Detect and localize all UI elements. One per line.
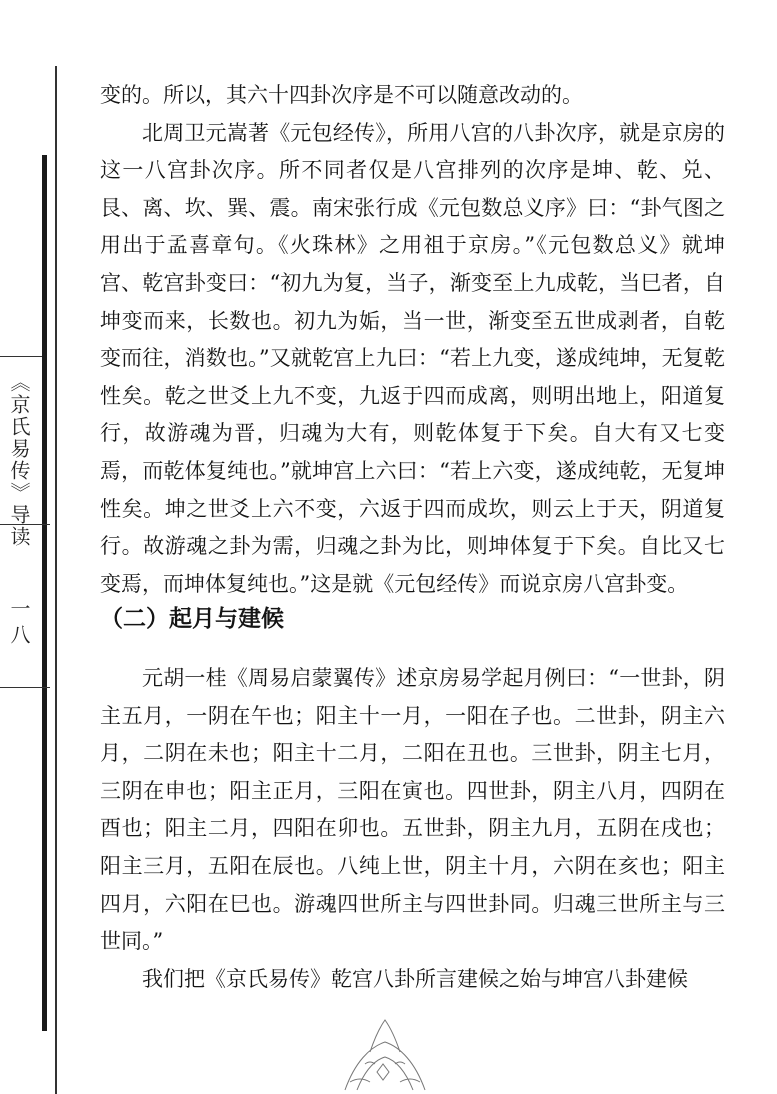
book-title-vertical: 《京氏易传》导读 <box>7 372 31 548</box>
margin-rule-bottom <box>0 687 50 688</box>
paragraph: 变的。所以，其六十四卦次序是不可以随意改动的。 <box>100 83 583 107</box>
body-text <box>100 77 725 603</box>
margin-rule-top <box>0 356 42 357</box>
paragraph: 我们把《京氏易传》乾宫八卦所言建候之始与坤宫八卦建候 <box>142 966 688 991</box>
body-text-section <box>100 660 725 998</box>
paragraph: 元胡一桂《周易启蒙翼传》述京房易学起月例曰：“一世卦，阴主五月，一阴在午也；阳主十一月，一阳在子也。二世卦，阴主六月，二阴在未也；阳主十二月，二阳在丑也。三世卦，阴主七月，三阴在申也；阳主正月，三阳在寅也。四世卦，阴主八月，四阴在酉也；阳主二月，四阳在卯也。五世卦，阴主九月，五阴在戌也；阳主三月，五阳在辰也。八纯上世，阴主十月，六阴在亥也；阳主四月，六阳在巳也。游魂四世所主与四世卦同。归魂三世所主与三世同。” <box>100 666 725 954</box>
margin-bar <box>42 155 47 1031</box>
page-number: 一八 <box>7 598 31 650</box>
margin-line <box>55 66 57 1094</box>
section-heading: （二）起月与建候 <box>100 606 284 632</box>
paragraph: 北周卫元嵩著《元包经传》，所用八宫的八卦次序，就是京房的这一八宫卦次序。所不同者仅是八宫排列的次序是坤、乾、兑、艮、离、坎、巽、震。南宋张行成《元包数总义序》曰：“卦气图之用出于孟喜章句。《火珠林》之用祖于京房。”《元包数总义》就坤宫、乾宫卦变曰：“初九为复，当子，渐变至上九成乾，当巳者，自坤变而来，长数也。初九为姤，当一世，渐变至五世成剥者，自乾变而往，消数也。”又就乾宫上九曰：“若上九变，遂成纯坤，无复乾性矣。乾之世爻上九不变，九返于四而成离，则明出地上，阳道复行，故游魂为晋，归魂为大有，则乾体复于下矣。自大有又七变焉，而乾体复纯也。”就坤宫上六曰：“若上六变，遂成纯乾，无复坤性矣。坤之世爻上六不变，六返于四而成坎，则云上于天，阴道复行。故游魂之卦为需，归魂之卦为比，则坤体复于下矣。自比又七变焉，而坤体复纯也。”这是就《元包经传》而说京房八宫卦变。 <box>100 120 725 596</box>
decorative-ornament-icon <box>335 1012 435 1094</box>
